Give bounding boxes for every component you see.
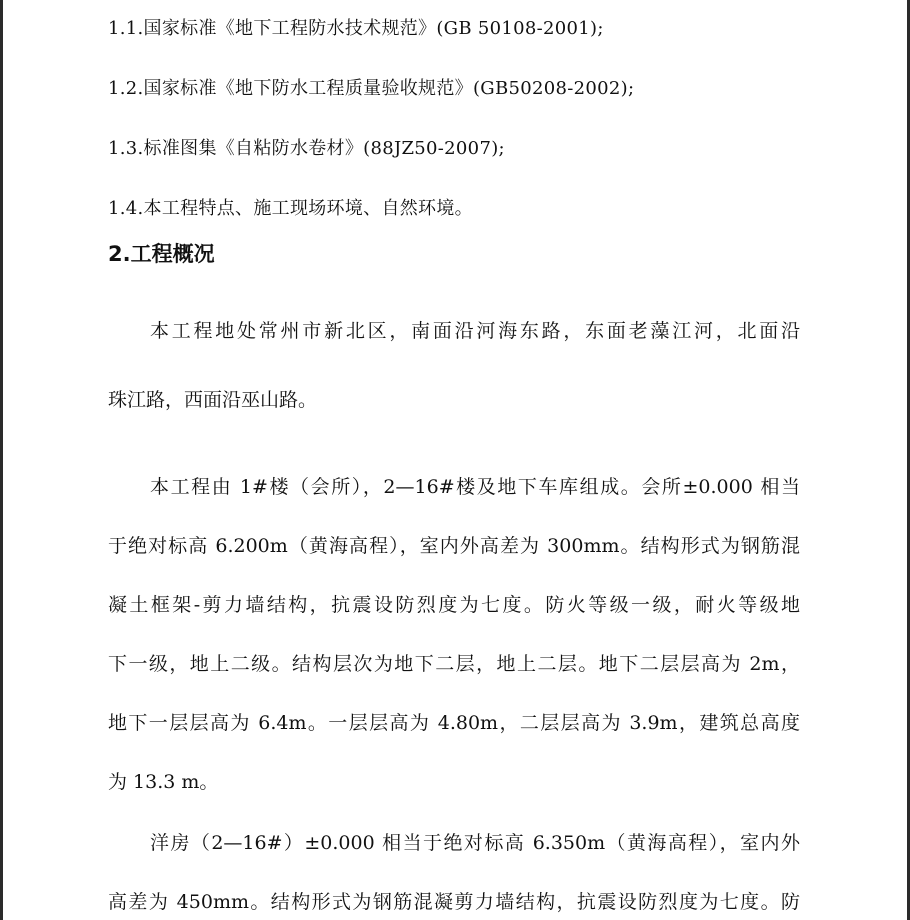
reference-item: 1.4.本工程特点、施工现场环境、自然环境。 — [108, 198, 473, 219]
paragraph-line: 洋房（2—16#）±0.000 相当于绝对标高 6.350m（黄海高程），室内外 — [150, 832, 800, 854]
paragraph-line: 于绝对标高 6.200m（黄海高程），室内外高差为 300mm。结构形式为钢筋混 — [108, 535, 800, 557]
paragraph-line: 为 13.3 m。 — [108, 771, 219, 793]
section-heading: 2.工程概况 — [108, 242, 215, 266]
paragraph-line: 高差为 450mm。结构形式为钢筋混凝剪力墙结构，抗震设防烈度为七度。防 — [108, 891, 800, 913]
paragraph-line: 地下一层层高为 6.4m。一层层高为 4.80m，二层层高为 3.9m，建筑总高度 — [108, 712, 800, 734]
reference-item: 1.3.标准图集《自粘防水卷材》(88JZ50-2007); — [108, 138, 505, 159]
paragraph-line: 凝土框架-剪力墙结构，抗震设防烈度为七度。防火等级一级，耐火等级地 — [108, 594, 800, 616]
page-border-left — [0, 0, 3, 920]
reference-item: 1.1.国家标准《地下工程防水技术规范》(GB 50108-2001); — [108, 18, 604, 39]
paragraph-line: 下一级，地上二级。结构层次为地下二层，地上二层。地下二层层高为 2m， — [108, 653, 800, 675]
reference-item: 1.2.国家标准《地下防水工程质量验收规范》(GB50208-2002); — [108, 78, 635, 99]
paragraph-line: 本工程由 1#楼（会所），2—16#楼及地下车库组成。会所±0.000 相当 — [150, 476, 800, 498]
paragraph-line: 珠江路，西面沿巫山路。 — [108, 389, 318, 411]
paragraph-line: 本工程地处常州市新北区，南面沿河海东路，东面老藻江河，北面沿 — [150, 320, 800, 342]
